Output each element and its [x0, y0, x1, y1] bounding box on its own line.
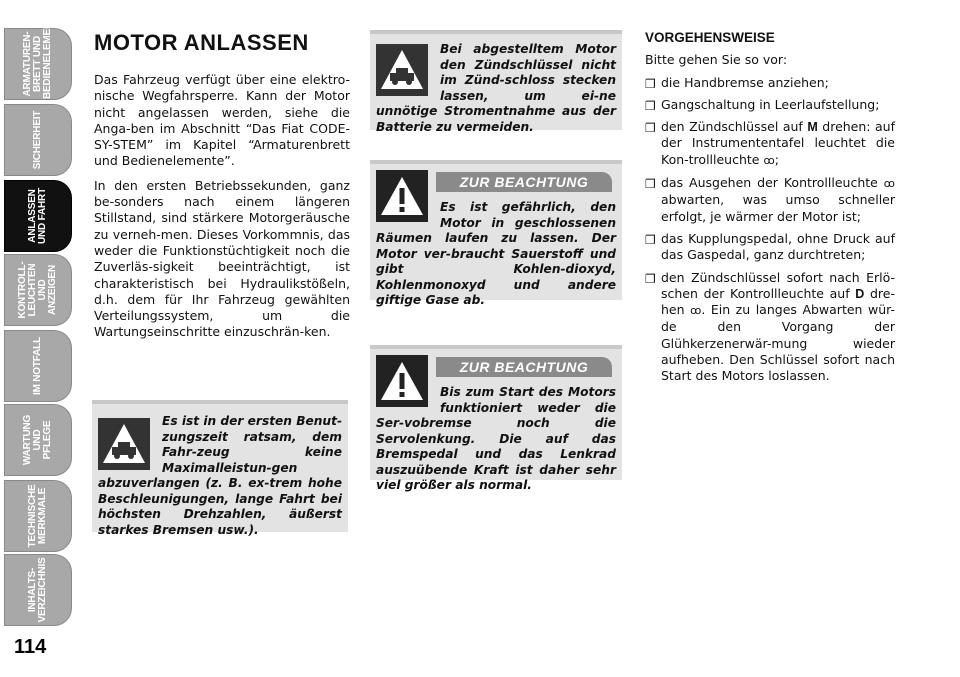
step-text: das Ausgehen der Kontrollleuchte: [661, 175, 884, 191]
procedure-step: [645, 97, 895, 113]
checkbox-bullet-icon: ❒: [645, 76, 656, 91]
step-text: ;: [774, 151, 779, 167]
checkbox-bullet-icon: ❒: [645, 121, 656, 136]
chapter-tab[interactable]: [4, 554, 72, 626]
chapter-tab-label: INHALTS- VERZEICHNIS: [27, 557, 48, 623]
warning-badge: ZUR BEACHTUNG: [436, 357, 612, 377]
glow-plug-icon: ꝏ: [763, 153, 775, 167]
procedure-step: [645, 119, 895, 169]
chapter-tab[interactable]: [4, 9, 72, 100]
procedure-steps: [645, 75, 895, 385]
warning-servo-text: Bis zum Start des Motors funktioniert weder die Ser-vobremse noch die Servolenkung. Die auf das Bremspedal und das Lenkrad auszuübende Kraft ist daher sehr viel größer als normal.: [376, 385, 616, 492]
chapter-tab-label: ARMATUREN- BRETT UND BEDIENELEMENTE: [22, 9, 53, 99]
page-title: MOTOR ANLASSEN: [94, 30, 309, 55]
step-text: Gangschaltung in Leerlaufstellung;: [661, 96, 880, 112]
step-text: die Handbremse anziehen;: [661, 74, 829, 90]
warning-exhaust-text: Es ist gefährlich, den Motor in geschlossenen Räumen laufen zu lassen. Der Motor ver-braucht Sauerstoff und gibt Kohlen-dioxyd, Kohlenmonoxyd und andere giftige Gase ab.: [376, 200, 616, 307]
glow-plug-icon: ꝏ: [883, 177, 895, 191]
chapter-tab[interactable]: [4, 480, 72, 552]
chapter-tab-label: TECHNISCHE MERKMALE: [27, 484, 48, 548]
paragraph-engine-noise: In den ersten Betriebssekunden, ganz be-sonders nach einem längeren Stillstand, sind stärkere Motorgeräusche zu verneh-men. Dieses Vorkommnis, das weder die Funktionstüchtigkeit noch die Zuverläs-sigkeit beeinträchtigt, ist charakteristisch bei Hydraulikstößeln, d.h. dem für Ihr Fahrzeug gewählten Verteilungssystem, um die Wartungseinschritte einzuschrän-ken.: [94, 177, 350, 340]
step-text: . Ein zu langes Abwarten wür-de den Vorgang der Glühkerzenerwär-mung wieder aufheben. Den Schlüssel sofort nach Start des Motors loslassen.: [661, 302, 896, 384]
chapter-tab[interactable]: [4, 254, 72, 326]
procedure-column: [645, 30, 895, 391]
main-column: [94, 20, 350, 349]
chapter-tab[interactable]: [4, 404, 72, 476]
step-text: abwarten, was umso schneller erfolgt, je wärmer der Motor ist;: [661, 192, 895, 224]
car-note-icon: [98, 418, 150, 470]
chapter-tab-label: ANLASSEN UND FAHRT: [27, 188, 48, 244]
glow-plug-icon: ꝏ: [690, 304, 702, 318]
procedure-title: VORGEHENSWEISE: [645, 30, 775, 45]
procedure-step: [645, 270, 895, 385]
procedure-step: [645, 75, 895, 91]
chapter-tab[interactable]: [4, 104, 72, 176]
step-text: dre-hen: [661, 285, 895, 318]
procedure-step: [645, 231, 895, 264]
note-ignition-text: Bei abgestelltem Motor den Zündschlüssel nicht im Zünd-schloss stecken lassen, um ei-ne unnötige Stromentnahme aus der Batterie zu vermeiden.: [376, 42, 616, 134]
procedure-intro: Bitte gehen Sie so vor:: [645, 52, 788, 68]
checkbox-bullet-icon: ❒: [645, 271, 656, 286]
checkbox-bullet-icon: ❒: [645, 177, 656, 192]
warning-badge: ZUR BEACHTUNG: [436, 172, 612, 192]
step-text: den Zündschlüssel auf: [661, 119, 808, 135]
checkbox-bullet-icon: ❒: [645, 98, 656, 113]
step-text: den Zündschlüssel sofort nach Erlö-schen der Kontrollleuchte auf: [661, 269, 895, 301]
chapter-tab[interactable]: [4, 180, 72, 252]
note-box-ignition: [370, 30, 622, 134]
note-box-break-in: [92, 400, 348, 537]
chapter-tab-label: IM NOTFALL: [32, 337, 43, 395]
paragraph-immobilizer: Das Fahrzeug verfügt über eine elektro-nische Wegfahrsperre. Kann der Motor nicht angelassen werden, siehe die Anga-ben im Abschnitt “Das Fiat CODE-SY-STEM” im Kapitel “Armaturenbrett und Bedienelemente”.: [94, 72, 350, 169]
step-text: das Kupplungspedal, ohne Druck auf das Gaspedal, ganz durchtreten;: [661, 230, 895, 263]
warning-triangle-icon: [376, 355, 428, 407]
note-break-in-text: Es ist in der ersten Benut-zungszeit ratsam, dem Fahr-zeug keine Maximalleistun-gen abzuverlangen (z. B. ex-trem hohe Beschleunigungen, lange Fahrt bei höchsten Drehzahlen, äußerst starkes Bremsen usw.).: [98, 414, 342, 537]
key-position: D: [855, 286, 865, 301]
checkbox-bullet-icon: ❒: [645, 232, 656, 247]
warning-box-exhaust: [370, 160, 622, 307]
chapter-tab-label: SICHERHEIT: [32, 110, 43, 170]
warning-triangle-icon: [376, 170, 428, 222]
chapter-tab-label: KONTROLL- LEUCHTEN UND ANZEIGEN: [17, 261, 58, 319]
chapter-tab[interactable]: [4, 330, 72, 402]
page-number: 114: [14, 636, 47, 658]
procedure-step: [645, 175, 895, 225]
car-note-icon: [376, 44, 428, 96]
key-position: M: [807, 120, 818, 135]
chapter-tab-label: WARTUNG UND PFLEGE: [22, 414, 53, 466]
warning-box-servo: [370, 345, 622, 492]
step-text: drehen: auf der Instrumententafel leuchtet die Kon-trollleuchte: [661, 119, 896, 167]
